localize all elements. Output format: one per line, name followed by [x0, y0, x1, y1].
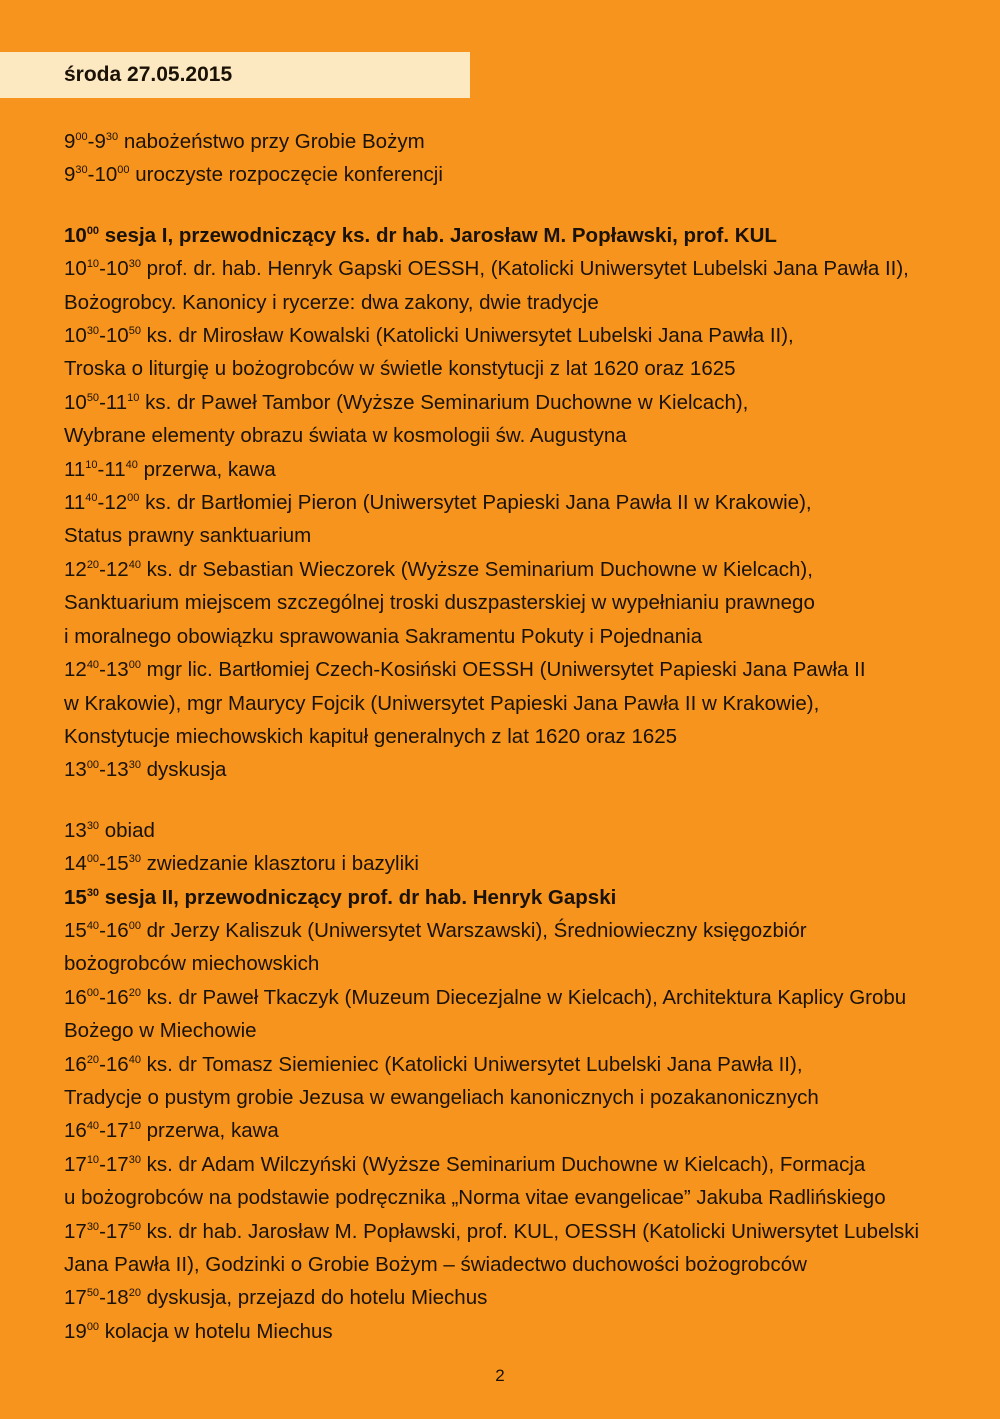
line-text: ks. dr Sebastian Wieczorek (Wyższe Seminarium Duchowne w Kielcach), [140, 557, 813, 581]
line-text: -13 [99, 758, 129, 782]
time-minutes: 20 [86, 1053, 100, 1066]
line-text: Konstytucje miechowskich kapituł generalnych z lat 1620 oraz 1625 [64, 724, 678, 748]
line-text: kolacja w hotelu Miechus [99, 1319, 333, 1343]
line-text: 15 [64, 918, 87, 942]
line-text: 10 [64, 257, 87, 281]
line-text: 16 [64, 1052, 87, 1076]
time-minutes: 40 [125, 458, 138, 471]
line-text: -16 [99, 985, 129, 1009]
line-text: -16 [99, 1052, 129, 1076]
line-text: -12 [97, 491, 128, 515]
line-text: Bożego w Miechowie [64, 1019, 257, 1043]
line-text: ks. dr Adam Wilczyński (Wyższe Seminarium Duchowne w Kielcach), Formacja [140, 1152, 866, 1176]
time-minutes: 40 [128, 1053, 141, 1066]
time-minutes: 00 [86, 224, 100, 237]
line-text: 9 [64, 163, 76, 187]
session-heading [64, 219, 984, 252]
line-text: Tradycje o pustym grobie Jezusa w ewangeliach kanonicznych i pozakanonicznych [64, 1085, 819, 1109]
line-text: Troska o liturgię u bożogrobców w świetle konstytucji z lat 1620 oraz 1625 [64, 357, 736, 381]
time-minutes: 30 [128, 1153, 141, 1166]
line-text: 10 [64, 223, 87, 247]
time-minutes: 40 [85, 492, 98, 505]
line-text: zwiedzanie klasztoru i bazyliki [140, 852, 419, 876]
line-text: 17 [64, 1286, 87, 1310]
line-text: sesja I, przewodniczący ks. dr hab. Jarosław M. Popławski, prof. KUL [99, 223, 777, 247]
schedule-line [64, 486, 984, 519]
line-text: dyskusja [140, 758, 227, 782]
time-minutes: 30 [128, 853, 141, 866]
schedule-line [64, 720, 984, 753]
time-minutes: 30 [86, 819, 100, 832]
time-minutes: 50 [128, 1220, 141, 1233]
line-text: przerwa, kawa [137, 457, 276, 481]
time-minutes: 00 [128, 659, 141, 672]
schedule-line [64, 653, 984, 686]
line-text: w Krakowie), mgr Maurycy Fojcik (Uniwersytet Papieski Jana Pawła II w Krakowie), [64, 691, 820, 715]
time-minutes: 40 [86, 919, 100, 932]
line-text: obiad [99, 818, 155, 842]
time-minutes: 40 [128, 558, 141, 571]
line-text: sesja II, przewodniczący prof. dr hab. Henryk Gapski [99, 885, 617, 909]
time-minutes: 30 [86, 886, 100, 899]
time-minutes: 00 [127, 492, 140, 505]
schedule-line [64, 386, 984, 419]
line-text: -10 [99, 257, 129, 281]
line-text: 19 [64, 1319, 87, 1343]
schedule-line [64, 1248, 984, 1281]
schedule-line [64, 158, 984, 191]
time-minutes: 10 [128, 1120, 141, 1133]
schedule-line [64, 947, 984, 980]
time-minutes: 00 [86, 759, 100, 772]
line-text: -17 [99, 1152, 129, 1176]
schedule-line [64, 319, 984, 352]
time-minutes: 10 [85, 458, 98, 471]
schedule-line [64, 453, 984, 486]
line-text: 16 [64, 985, 87, 1009]
schedule-line [64, 1215, 984, 1248]
line-text: Bożogrobcy. Kanonicy i rycerze: dwa zakony, dwie tradycje [64, 290, 599, 314]
schedule-line [64, 586, 984, 619]
time-minutes: 00 [128, 919, 141, 932]
date-heading: środa 27.05.2015 [64, 63, 233, 86]
line-text: -17 [99, 1119, 129, 1143]
schedule-line [64, 419, 984, 452]
time-minutes: 10 [86, 258, 100, 271]
line-text: -12 [99, 557, 129, 581]
line-text: 17 [64, 1152, 87, 1176]
time-minutes: 30 [128, 759, 141, 772]
line-text: ks. dr Bartłomiej Pieron (Uniwersytet Papieski Jana Pawła II w Krakowie), [139, 491, 812, 515]
line-text: -11 [97, 457, 126, 481]
time-minutes: 30 [86, 325, 100, 338]
schedule-line [64, 620, 984, 653]
time-minutes: 50 [128, 325, 141, 338]
time-minutes: 40 [86, 1120, 100, 1133]
section-gap [64, 192, 984, 219]
line-text: u bożogrobców na podstawie podręcznika „Norma vitae evangelicae” Jakuba Radlińskiego [64, 1186, 886, 1210]
line-text: ks. dr Tomasz Siemieniec (Katolicki Uniwersytet Lubelski Jana Pawła II), [140, 1052, 803, 1076]
schedule-line [64, 1081, 984, 1114]
line-text: 9 [64, 130, 76, 153]
line-text: -10 [99, 324, 129, 348]
line-text: -15 [99, 852, 129, 876]
time-minutes: 20 [128, 1287, 141, 1300]
line-text: -9 [87, 130, 106, 153]
time-minutes: 00 [86, 986, 100, 999]
line-text: przerwa, kawa [140, 1119, 279, 1143]
schedule-line [64, 1315, 984, 1348]
time-minutes: 20 [128, 986, 141, 999]
line-text: -13 [99, 658, 129, 682]
line-text: 12 [64, 557, 87, 581]
time-minutes: 10 [86, 1153, 100, 1166]
time-minutes: 00 [117, 164, 130, 177]
schedule-line [64, 286, 984, 319]
schedule-line [64, 1048, 984, 1081]
line-text: 15 [64, 885, 87, 909]
schedule-line [64, 519, 984, 552]
schedule-line [64, 1281, 984, 1314]
schedule-line [64, 252, 984, 285]
line-text: Sanktuarium miejscem szczególnej troski duszpasterskiej w wypełnianiu prawnego [64, 591, 815, 615]
time-minutes: 30 [86, 1220, 100, 1233]
line-text: dr Jerzy Kaliszuk (Uniwersytet Warszawski), Średniowieczny księgozbiór [140, 918, 807, 942]
line-text: mgr lic. Bartłomiej Czech-Kosiński OESSH (Uniwersytet Papieski Jana Pawła II [140, 658, 866, 682]
line-text: 11 [64, 491, 86, 515]
line-text: i moralnego obowiązku sprawowania Sakramentu Pokuty i Pojednania [64, 624, 703, 648]
line-text: Wybrane elementy obrazu świata w kosmologii św. Augustyna [64, 424, 627, 448]
schedule-line [64, 1114, 984, 1147]
schedule-line [64, 553, 984, 586]
schedule-line [64, 125, 984, 158]
time-minutes: 40 [86, 659, 100, 672]
section-gap [64, 787, 984, 814]
line-text: -17 [99, 1219, 129, 1243]
line-text: dyskusja, przejazd do hotelu Miechus [140, 1286, 488, 1310]
line-text: -18 [99, 1286, 129, 1310]
line-text: ks. dr Mirosław Kowalski (Katolicki Uniwersytet Lubelski Jana Pawła II), [140, 324, 794, 348]
time-minutes: 20 [86, 558, 100, 571]
time-minutes: 30 [128, 258, 141, 271]
page-number: 2 [495, 1366, 505, 1385]
session-heading [64, 881, 984, 914]
time-minutes: 00 [86, 1320, 100, 1333]
time-minutes: 30 [105, 131, 119, 143]
line-text: Jana Pawła II), Godzinki o Grobie Bożym – świadectwo duchowości bożogrobców [64, 1253, 807, 1276]
line-text: -10 [87, 163, 118, 187]
line-text: 17 [64, 1219, 87, 1243]
time-minutes: 50 [86, 391, 100, 404]
line-text: uroczyste rozpoczęcie konferencji [129, 163, 443, 187]
line-text: 16 [64, 1119, 87, 1143]
line-text: prof. dr. hab. Henryk Gapski OESSH, (Katolicki Uniwersytet Lubelski Jana Pawła II), [140, 257, 909, 281]
line-text: 11 [64, 457, 86, 481]
schedule-line [64, 914, 984, 947]
time-minutes: 10 [127, 391, 140, 404]
line-text: 13 [64, 758, 87, 782]
line-text: Status prawny sanktuarium [64, 524, 312, 548]
line-text: bożogrobców miechowskich [64, 952, 320, 976]
line-text: ks. dr Paweł Tkaczyk (Muzeum Diecezjalne w Kielcach), Architektura Kaplicy Grobu [140, 985, 907, 1009]
line-text: -16 [99, 918, 129, 942]
schedule-line [64, 753, 984, 786]
time-minutes: 50 [86, 1287, 100, 1300]
schedule-line [64, 814, 984, 847]
line-text: 13 [64, 818, 87, 842]
line-text: 10 [64, 390, 87, 414]
schedule-line [64, 981, 984, 1014]
line-text: 12 [64, 658, 87, 682]
schedule-line [64, 847, 984, 880]
schedule-line [64, 1181, 984, 1214]
line-text: ks. dr Paweł Tambor (Wyższe Seminarium Duchowne w Kielcach), [139, 390, 749, 414]
date-header-band [0, 52, 470, 98]
time-minutes: 00 [86, 853, 100, 866]
schedule-content [64, 125, 984, 1348]
line-text: -11 [99, 390, 128, 414]
schedule-line [64, 1014, 984, 1047]
time-minutes: 30 [75, 164, 88, 177]
line-text: nabożeństwo przy Grobie Bożym [118, 130, 425, 153]
line-text: 14 [64, 852, 87, 876]
line-text: ks. dr hab. Jarosław M. Popławski, prof. KUL, OESSH (Katolicki Uniwersytet Lubelski [140, 1219, 920, 1243]
schedule-line [64, 352, 984, 385]
schedule-line [64, 1148, 984, 1181]
time-minutes: 00 [75, 131, 88, 143]
schedule-line [64, 687, 984, 720]
line-text: 10 [64, 324, 87, 348]
